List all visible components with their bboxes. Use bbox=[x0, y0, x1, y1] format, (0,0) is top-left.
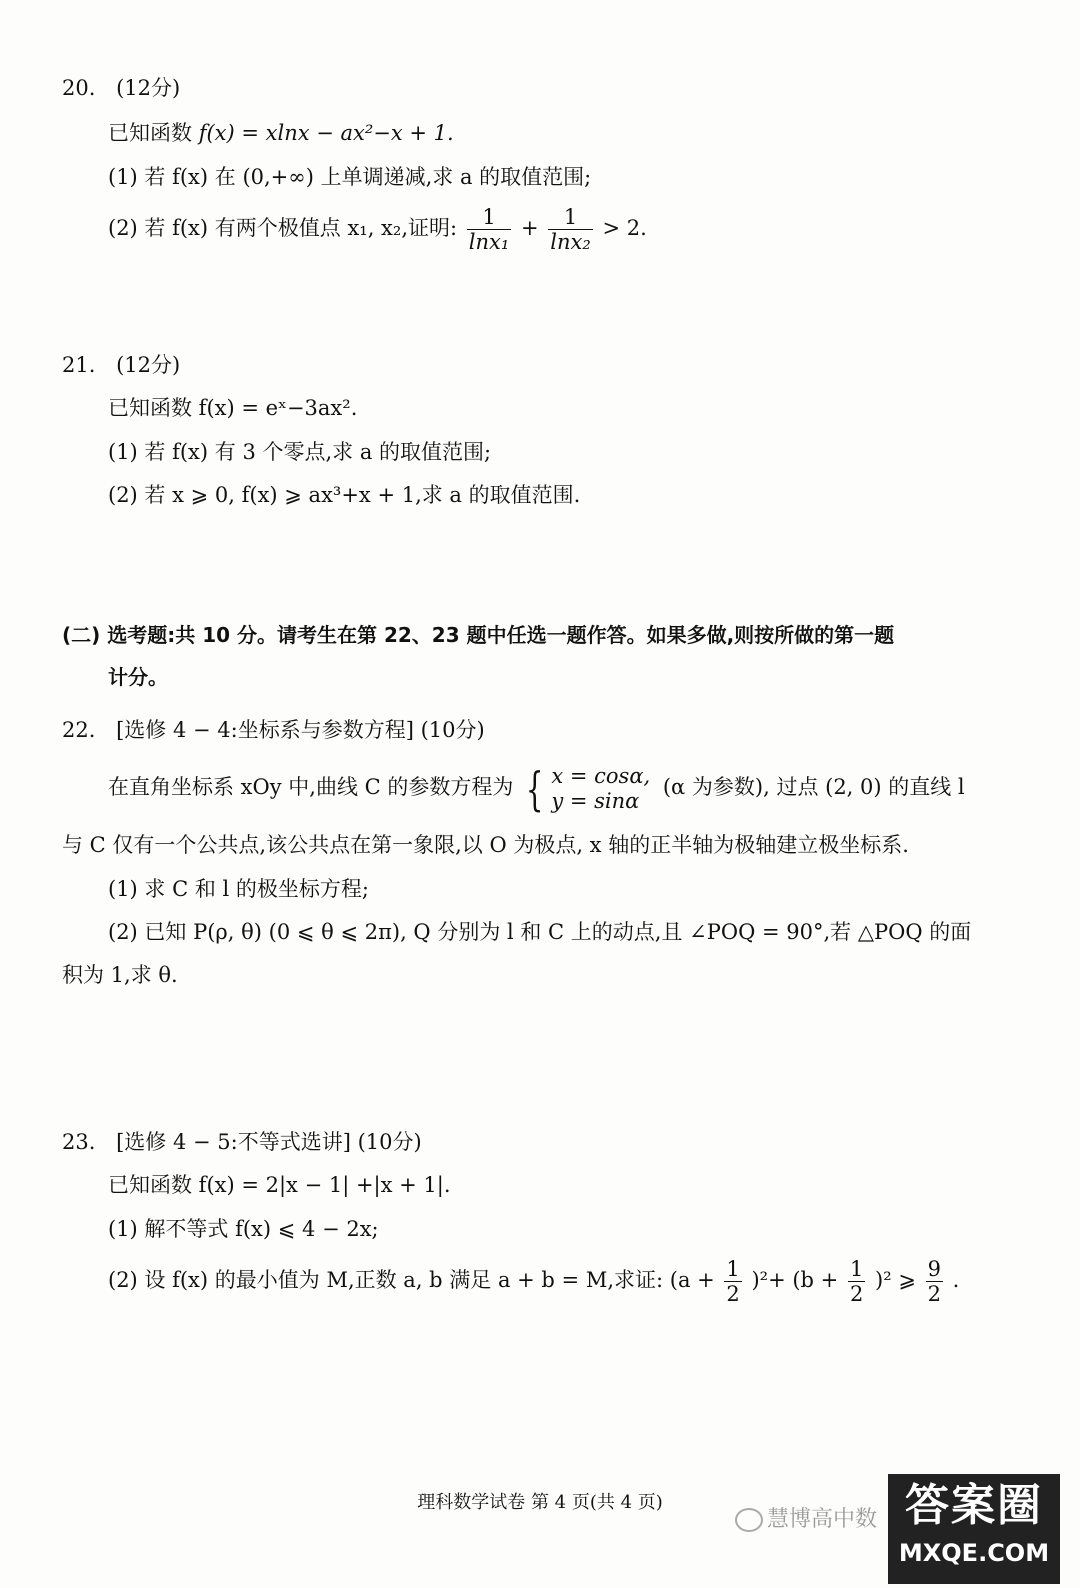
q23-fraction-b bbox=[848, 1257, 865, 1306]
q20-frac2-denominator: lnx₂ bbox=[550, 230, 591, 254]
q20-tail: > 2. bbox=[602, 216, 647, 240]
q23-fraction-c bbox=[926, 1257, 943, 1306]
q23-function: 已知函数 f(x) = 2|x − 1| +|x + 1|. bbox=[108, 1173, 451, 1197]
q20-plus: + bbox=[520, 216, 539, 240]
q20-number: 20. bbox=[62, 76, 96, 100]
q23-fraction-a bbox=[724, 1257, 741, 1306]
q23-part2-pre: (2) 设 f(x) 的最小值为 M,正数 a, b 满足 a + b = M,求证: (a + bbox=[108, 1268, 715, 1292]
wechat-icon bbox=[735, 1508, 763, 1532]
logo-bottom-text: MXQE.COM bbox=[898, 1539, 1050, 1567]
q23-part2-mid: )²+ (b + bbox=[751, 1268, 839, 1292]
q20-header bbox=[62, 73, 180, 103]
q22-system-x: x = cosα, bbox=[551, 763, 651, 788]
q23-number: 23. bbox=[62, 1130, 96, 1154]
q22-line1 bbox=[108, 758, 965, 816]
q22-header bbox=[62, 715, 485, 745]
q22-title: [选修 4 − 4:坐标系与参数方程] (10分) bbox=[116, 718, 485, 742]
q20-frac1-numerator: 1 bbox=[467, 205, 512, 230]
q20-part2-text: (2) 若 f(x) 有两个极值点 x₁, x₂,证明: bbox=[108, 216, 458, 240]
q22-number: 22. bbox=[62, 718, 96, 742]
q20-part2 bbox=[108, 198, 647, 258]
q20-score: (12分) bbox=[116, 76, 181, 100]
q20-frac2-numerator: 1 bbox=[548, 205, 593, 230]
site-logo bbox=[888, 1474, 1060, 1584]
q23-part2 bbox=[108, 1250, 959, 1310]
section2-line2: 计分。 bbox=[108, 665, 168, 689]
q23-part2-end: . bbox=[952, 1268, 960, 1292]
section2-line1: (二) 选考题:共 10 分。请考生在第 22、23 题中任选一题作答。如果多做,则按所做的第一题 bbox=[62, 623, 895, 647]
q23-part2-geq: )² ⩾ bbox=[875, 1268, 916, 1292]
brace-symbol: { bbox=[525, 761, 544, 816]
q23-frac-a-numerator: 1 bbox=[726, 1257, 740, 1281]
q22-part2-line1: (2) 已知 P(ρ, θ) (0 ⩽ θ ⩽ 2π), Q 分别为 l 和 C 上的动点,且 ∠POQ = 90°,若 △POQ 的面 bbox=[108, 920, 972, 944]
logo-top-text: 答案圈 bbox=[905, 1480, 1043, 1531]
q21-score: (12分) bbox=[116, 353, 181, 377]
q23-frac-c-numerator: 9 bbox=[927, 1257, 941, 1281]
q22-parametric-system bbox=[551, 764, 650, 814]
watermark-text: 慧博高中数 bbox=[767, 1507, 878, 1532]
q20-intro: 已知函数 bbox=[108, 121, 192, 145]
page-footer: 理科数学试卷 第 4 页(共 4 页) bbox=[417, 1492, 663, 1513]
q21-function: 已知函数 f(x) = eˣ−3ax². bbox=[108, 396, 358, 420]
q20-frac1-denominator: lnx₁ bbox=[468, 230, 510, 254]
q23-frac-b-numerator: 1 bbox=[849, 1257, 864, 1281]
q21-part1: (1) 若 f(x) 有 3 个零点,求 a 的取值范围; bbox=[108, 440, 492, 464]
q22-part1: (1) 求 C 和 l 的极坐标方程; bbox=[108, 877, 369, 901]
q23-frac-b-denominator: 2 bbox=[849, 1282, 864, 1306]
q21-part2: (2) 若 x ⩾ 0, f(x) ⩾ ax³+x + 1,求 a 的取值范围. bbox=[108, 483, 581, 507]
q22-system-y: y = sinα bbox=[551, 788, 640, 813]
q23-part1: (1) 解不等式 f(x) ⩽ 4 − 2x; bbox=[108, 1217, 379, 1241]
q22-part2-line2: 积为 1,求 θ. bbox=[62, 963, 178, 987]
q20-fraction-1 bbox=[467, 205, 512, 254]
q23-title: [选修 4 − 5:不等式选讲] (10分) bbox=[116, 1130, 422, 1154]
q20-fraction-2 bbox=[548, 205, 593, 254]
q21-number: 21. bbox=[62, 353, 96, 377]
q23-frac-a-denominator: 2 bbox=[726, 1282, 740, 1306]
q23-frac-c-denominator: 2 bbox=[927, 1282, 941, 1306]
q23-header bbox=[62, 1127, 422, 1157]
q21-header bbox=[62, 350, 180, 380]
q22-line2: 与 C 仅有一个公共点,该公共点在第一象限,以 O 为极点, x 轴的正半轴为极轴建立极坐标系. bbox=[62, 833, 909, 857]
q20-func: f(x) = xlnx − ax²−x + 1. bbox=[198, 121, 454, 145]
watermark bbox=[735, 1502, 877, 1533]
q22-line1-post: (α 为参数), 过点 (2, 0) 的直线 l bbox=[662, 775, 965, 799]
q20-part1: (1) 若 f(x) 在 (0,+∞) 上单调递减,求 a 的取值范围; bbox=[108, 165, 592, 189]
q22-line1-pre: 在直角坐标系 xOy 中,曲线 C 的参数方程为 bbox=[108, 775, 514, 799]
q20-function bbox=[108, 118, 454, 148]
